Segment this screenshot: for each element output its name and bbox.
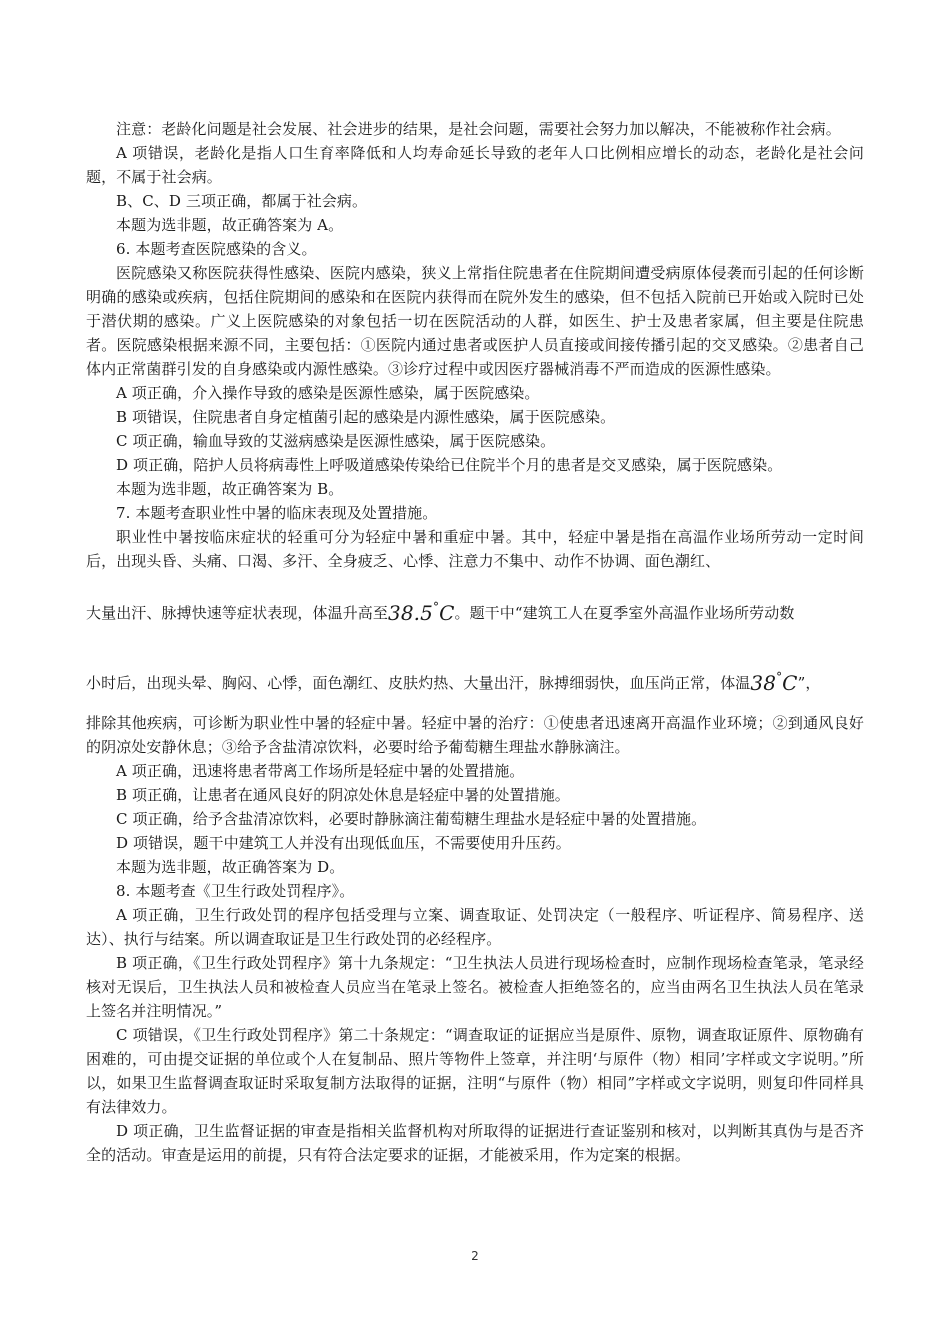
paragraph-q7-option-a: A 项正确，迅速将患者带离工作场所是轻症中暑的处置措施。 [116,762,525,780]
paragraph-q7-temperature-line-2 [86,665,864,695]
paragraph-q7-heading: 7. 本题考查职业性中暑的临床表现及处置措施。 [116,504,438,522]
temperature-value: 38 [750,671,777,695]
paragraph-q6-answer: 本题为选非题，故正确答案为 B。 [116,480,344,498]
paragraph-q6-option-c: C 项正确，输血导致的艾滋病感染是医源性感染，属于医院感染。 [116,432,556,450]
text-segment: 小时后，出现头晕、胸闷、心悸，面色潮红、皮肤灼热、大量出汗，脉搏细弱快，血压尚正常，体温 [86,674,751,692]
paragraph-q8-heading: 8. 本题考查《卫生行政处罚程序》。 [116,882,355,900]
paragraph-q7-answer: 本题为选非题，故正确答案为 D。 [116,858,345,876]
text-segment: 大量出汗、脉搏快速等症状表现，体温升高至 [86,604,389,622]
paragraph-note: 注意：老龄化问题是社会发展、社会进步的结果，是社会问题，需要社会努力加以解决，不能被称作社会病。 [116,120,841,138]
paragraph-q6-explanation: 医院感染又称医院获得性感染、医院内感染，狭义上常指住院患者在住院期间遭受病原体侵袭而引起的任何诊断明确的感染或疾病，包括住院期间的感染和在医院内获得而在院外发生的感染，但不包括入院前已开始或入院时已处于潜伏期的感染。广义上医院感染的对象包括一切在医院活动的人群，如医生、护士及患者家属，但主要是住院患者。医院感染根据来源不同，主要包括：①医院内通过患者或医护人员直接或间接传播引起的交叉感染。②患者自己体内正常菌群引发的自身感染或内源性感染。③诊疗过程中或因医疗器械消毒不严而造成的医源性感染。 [86,264,864,378]
paragraph-q7-option-b: B 项正确，让患者在通风良好的阴凉处休息是轻症中暑的处置措施。 [116,786,570,804]
paragraph-q7-option-c: C 项正确，给予含盐清凉饮料，必要时静脉滴注葡萄糖生理盐水是轻症中暑的处置措施。 [116,810,707,828]
paragraph-q5-answer: 本题为选非题，故正确答案为 A。 [116,216,344,234]
paragraph-q5-option-a: A 项错误，老龄化是指人口生育率降低和人均寿命延长导致的老年人口比例相应增长的动态，老龄化是社会问题，不属于社会病。 [86,144,864,186]
temperature-formula [388,601,454,625]
paragraph-q7-option-d: D 项错误，题干中建筑工人并没有出现低血压，不需要使用升压药。 [116,834,571,852]
temperature-unit: C [439,601,455,625]
page-number: 2 [471,1249,479,1263]
paragraph-q7-temperature-line-1 [86,595,864,625]
document-body [86,117,864,1167]
degree-symbol: ° [776,670,783,684]
paragraph-q6-heading: 6. 本题考查医院感染的含义。 [116,240,317,258]
paragraph-q6-option-d: D 项正确，陪护人员将病毒性上呼吸道感染传染给已住院半个月的患者是交叉感染，属于医院感染。 [116,456,783,474]
paragraph-q8-option-a: A 项正确，卫生行政处罚的程序包括受理与立案、调查取证、处罚决定（一般程序、听证程序、简易程序、送达）、执行与结案。所以调查取证是卫生行政处罚的必经程序。 [86,906,864,948]
text-segment: ”， [797,674,821,692]
paragraph-q8-option-d: D 项正确，卫生监督证据的审查是指相关监督机构对所取得的证据进行查证鉴别和核对，以判断其真伪与是否齐全的活动。审查是运用的前提，只有符合法定要求的证据，才能被采用，作为定案的根据。 [86,1122,864,1164]
paragraph-q7-treatment: 排除其他疾病，可诊断为职业性中暑的轻症中暑。轻症中暑的治疗：①使患者迅速离开高温作业环境；②到通风良好的阴凉处安静休息；③给予含盐清凉饮料，必要时给予葡萄糖生理盐水静脉滴注。 [86,714,864,756]
degree-symbol: ° [432,600,440,614]
paragraph-q7-explanation: 职业性中暑按临床症状的轻重可分为轻症中暑和重症中暑。其中，轻症中暑是指在高温作业场所劳动一定时间后，出现头昏、头痛、口渴、多汗、全身疲乏、心悸、注意力不集中、动作不协调、面色潮红、 [86,528,864,570]
temperature-formula [750,671,797,695]
paragraph-q6-option-a: A 项正确，介入操作导致的感染是医源性感染，属于医院感染。 [116,384,540,402]
paragraph-q5-option-bcd: B、C、D 三项正确，都属于社会病。 [116,192,368,210]
paragraph-q6-option-b: B 项错误，住院患者自身定植菌引起的感染是内源性感染，属于医院感染。 [116,408,616,426]
text-segment: 。题干中“建筑工人在夏季室外高温作业场所劳动数 [454,604,795,622]
temperature-unit: C [782,671,798,695]
temperature-value: 38.5 [388,601,433,625]
paragraph-q8-option-c: C 项错误，《卫生行政处罚程序》第二十条规定：“调查取证的证据应当是原件、原物，调查取证原件、原物确有困难的，可由提交证据的单位或个人在复制品、照片等物件上签章，并注明‘与原件（物）相同’字样或文字说明。”所以，如果卫生监督调查取证时采取复制方法取得的证据，注明“与原件（物）相同”字样或文字说明，则复印件同样具有法律效力。 [86,1026,864,1116]
paragraph-q8-option-b: B 项正确，《卫生行政处罚程序》第十九条规定：“卫生执法人员进行现场检查时，应制作现场检查笔录，笔录经核对无误后，卫生执法人员和被检查人员应当在笔录上签名。被检查人拒绝签名的，应当由两名卫生执法人员在笔录上签名并注明情况。” [86,954,864,1020]
